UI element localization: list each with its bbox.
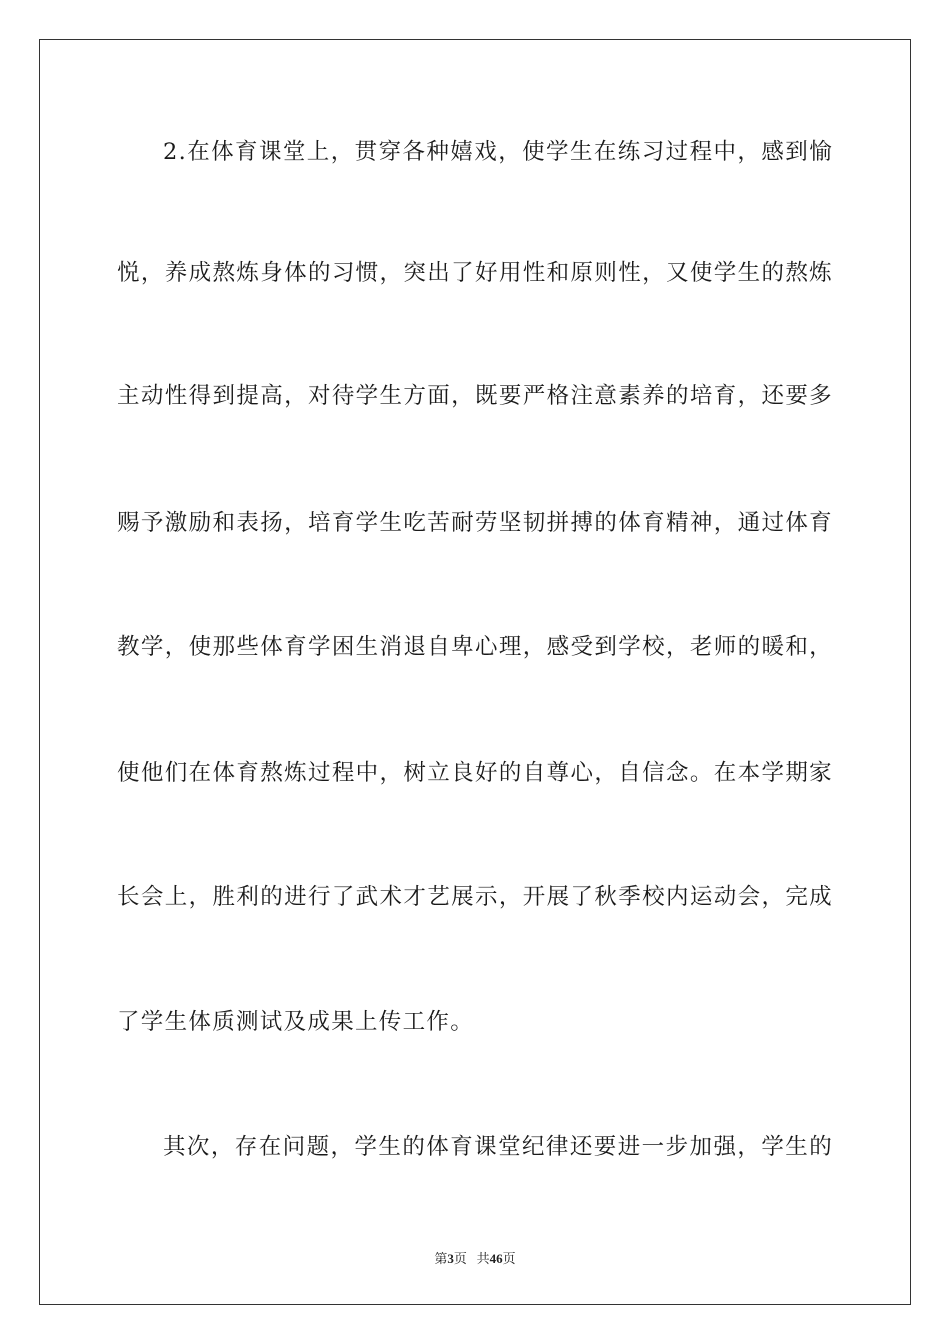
paragraph-line: 悦，养成熬炼身体的习惯，突出了好用性和原则性，又使学生的熬炼 xyxy=(117,260,833,286)
page-prefix: 第 xyxy=(434,1251,448,1266)
total-prefix: 共 xyxy=(476,1251,490,1266)
page-footer xyxy=(0,1248,950,1267)
page-border xyxy=(39,39,911,1305)
total-page-count: 46 xyxy=(489,1251,503,1266)
page-suffix: 页 xyxy=(453,1251,467,1266)
paragraph-line: 教学，使那些体育学困生消退自卑心理，感受到学校，老师的暖和， xyxy=(117,634,833,660)
paragraph-line: 其次，存在问题，学生的体育课堂纪律还要进一步加强，学生的 xyxy=(163,1134,833,1160)
total-suffix: 页 xyxy=(502,1251,516,1266)
paragraph-line: 长会上，胜利的进行了武术才艺展示，开展了秋季校内运动会，完成 xyxy=(117,884,833,910)
paragraph-line: 2.在体育课堂上，贯穿各种嬉戏，使学生在练习过程中，感到愉 xyxy=(163,139,833,165)
current-page-number: 3 xyxy=(447,1251,454,1266)
paragraph-line: 主动性得到提高，对待学生方面，既要严格注意素养的培育，还要多 xyxy=(117,383,833,409)
paragraph-line: 了学生体质测试及成果上传工作。 xyxy=(117,1009,475,1035)
paragraph-line: 赐予激励和表扬，培育学生吃苦耐劳坚韧拼搏的体育精神，通过体育 xyxy=(117,510,833,536)
paragraph-line: 使他们在体育熬炼过程中，树立良好的自尊心，自信念。在本学期家 xyxy=(117,760,833,786)
